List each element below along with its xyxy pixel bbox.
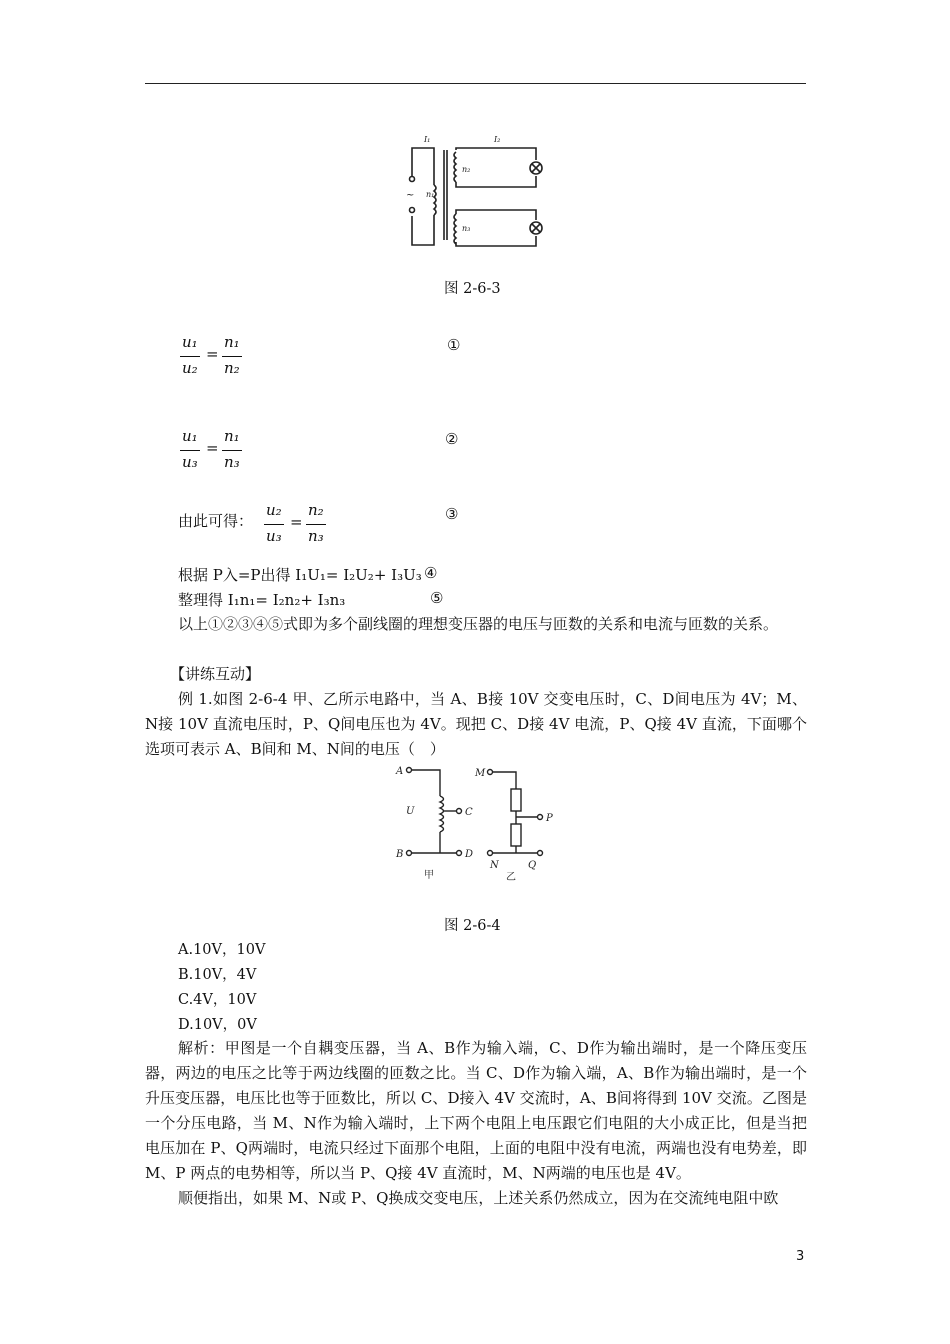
label-p: P xyxy=(546,813,553,824)
eq3-bar-left xyxy=(264,524,284,525)
label-i1: I₁ xyxy=(424,135,431,144)
eq2-equals: = xyxy=(206,439,219,457)
eq3-num-left: u₂ xyxy=(266,501,282,519)
option-a: A.10V，10V xyxy=(178,942,266,958)
option-d: D.10V，0V xyxy=(178,1017,257,1033)
eq1-num-right: n₁ xyxy=(224,333,240,351)
ac-source-symbol: ~ xyxy=(406,190,415,201)
equation-2 xyxy=(180,427,260,475)
eq1-bar-right xyxy=(222,356,242,357)
section-heading: 【讲练互动】 xyxy=(170,665,261,683)
eq1-bar-left xyxy=(180,356,200,357)
figure-caption-1: 图 2-6-3 xyxy=(444,281,501,297)
eq2-den-left: u₃ xyxy=(182,453,198,471)
label-n1: n₁ xyxy=(426,190,435,199)
label-c: C xyxy=(465,807,473,818)
label-u: U xyxy=(406,806,415,817)
eq2-bar-left xyxy=(180,450,200,451)
eq1-den-left: u₂ xyxy=(182,359,198,377)
label-q: Q xyxy=(528,860,537,871)
label-i2: I₂ xyxy=(494,135,501,144)
option-c: C.4V，10V xyxy=(178,992,257,1008)
eq3-mark: ③ xyxy=(445,505,459,523)
equation-5: 整理得 I₁n₁= I₂n₂+ I₃n₃ xyxy=(178,591,346,609)
circuit-diagram-jia-yi xyxy=(394,762,554,884)
label-d: D xyxy=(465,849,474,860)
header-rule xyxy=(145,83,806,84)
eq3-num-right: n₂ xyxy=(308,501,324,519)
equation-3 xyxy=(264,501,344,549)
eq1-num-left: u₁ xyxy=(182,333,198,351)
summary-paragraph: 以上①②③④⑤式即为多个副线圈的理想变压器的电压与匝数的关系和电流与匝数的关系。 xyxy=(178,615,779,633)
label-b: B xyxy=(396,849,404,860)
equation-4: 根据 P入=P出得 I₁U₁= I₂U₂+ I₃U₃ xyxy=(178,566,422,584)
eq3-equals: = xyxy=(290,513,303,531)
eq3-den-left: u₃ xyxy=(266,527,282,545)
eq2-num-right: n₁ xyxy=(224,427,240,445)
analysis-paragraph: 解析：甲图是一个自耦变压器，当 A、B作为输入端，C、D作为输出端时，是一个降压变压器，两边的电压之比等于两边线圈的匝数之比。当 C、D作为输入端，A、B作为输出端时，是一个升压变压器，电压比也等于匝数比，所以 C、D接入 4V 交流时，A、B间将得到 10V 交流。乙图是一个分压电路，当 M、N作为输入端时，上下两个电阻上电压跟它们电阻的大小成正比，但是当把电压加在 P、Q两端时，电流只经过下面那个电阻，上面的电阻中没有电流，两端也没有电势差，即 M、P 两点的电势相等，所以当 P、Q接 4V 直流时，M、N两端的电压也是 4V。 xyxy=(145,1039,807,1182)
label-a: A xyxy=(396,766,404,777)
transformer-diagram xyxy=(398,130,548,250)
eq2-den-right: n₃ xyxy=(224,453,240,471)
option-b: B.10V，4V xyxy=(178,967,257,983)
label-n2: n₂ xyxy=(462,165,471,174)
label-jia: 甲 xyxy=(424,870,434,881)
example-1-text: 例 1.如图 2-6-4 甲、乙所示电路中，当 A、B接 10V 交变电压时，C、D间电压为 4V；M、N接 10V 直流电压时，P、Q间电压也为 4V。现把 C、D接 4V 电流，P、Q接 4V 直流，下面哪个选项可表示 A、B间和 M、N间的电压（ ） xyxy=(145,690,807,758)
eq2-bar-right xyxy=(222,450,242,451)
eq1-den-right: n₂ xyxy=(224,359,240,377)
label-yi: 乙 xyxy=(506,872,516,883)
eq3-bar-right xyxy=(306,524,326,525)
eq2-num-left: u₁ xyxy=(182,427,198,445)
eq4-mark: ④ xyxy=(424,564,438,582)
eq1-equals: = xyxy=(206,345,219,363)
eq5-mark: ⑤ xyxy=(430,589,444,607)
eq3-den-right: n₃ xyxy=(308,527,324,545)
eq1-mark: ① xyxy=(447,336,461,354)
eq2-mark: ② xyxy=(445,430,459,448)
equation-1 xyxy=(180,333,260,381)
closing-paragraph: 顺便指出，如果 M、N或 P、Q换成交变电压，上述关系仍然成立，因为在交流纯电阻中欧 xyxy=(178,1189,779,1207)
eq3-prefix: 由此可得： xyxy=(178,512,254,530)
label-m: M xyxy=(475,768,486,779)
figure-caption-2: 图 2-6-4 xyxy=(444,918,501,934)
label-n3: n₃ xyxy=(462,224,471,233)
page-number: 3 xyxy=(796,1249,805,1264)
label-n: N xyxy=(490,860,499,871)
